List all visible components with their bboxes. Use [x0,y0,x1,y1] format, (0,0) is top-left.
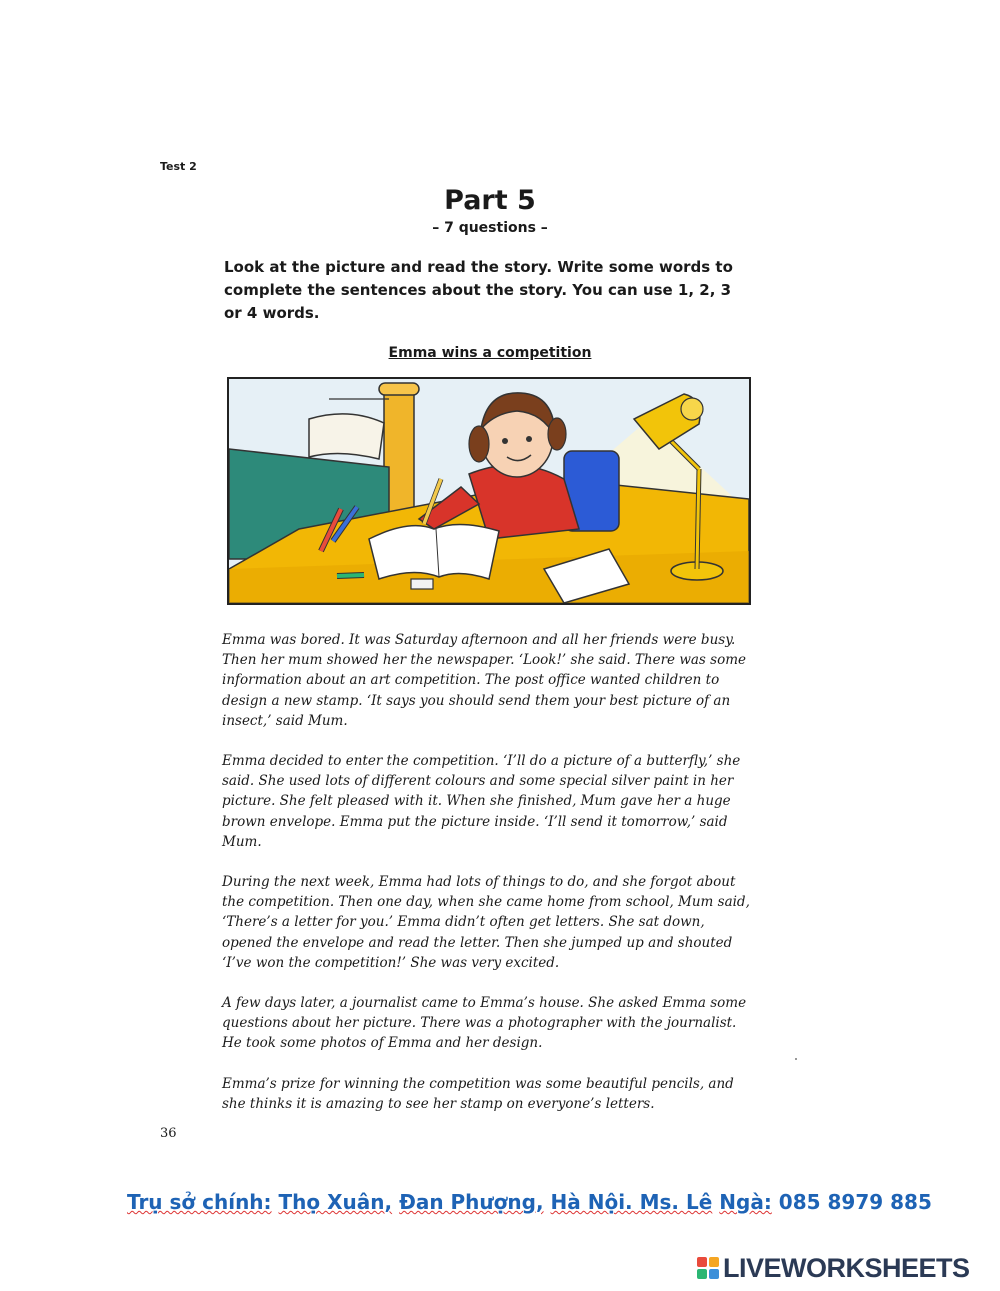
logo-square [709,1257,719,1267]
page-number: 36 [160,1126,177,1141]
footer-part: Đan Phượng, [399,1190,544,1214]
footer-part: Thọ Xuân, [278,1190,393,1214]
story-illustration [227,377,751,605]
story-text [222,630,752,1134]
footer-part: Ngà: [719,1190,772,1214]
story-title: Emma wins a competition [388,345,592,361]
logo-square [697,1257,707,1267]
footer-phone: 085 8979 885 [778,1190,932,1214]
story-paragraph: Emma’s prize for winning the competition was some beautiful pencils, and she thinks it is amazing to see her stamp on everyone’s letters. [222,1075,734,1112]
part-title: Part 5 [444,185,536,216]
logo-text: LIVEWORKSHEETS [723,1252,970,1283]
logo-square [709,1269,719,1279]
scan-dot [795,1058,797,1060]
logo-square [697,1269,707,1279]
footer-part: Trụ sở chính: [127,1190,272,1214]
test-label: Test 2 [160,160,197,173]
girl-drawing-at-desk-illustration [229,379,749,603]
logo-grid-icon [697,1257,719,1279]
part-subtitle: – 7 questions – [432,220,548,236]
story-paragraph: Emma decided to enter the competition. ‘I’ll do a picture of a butterfly,’ she said. She used lots of different colours and some special silver paint in her picture. She felt pleased with it. When she finished, Mum gave her a huge brown envelope. Emma put the picture inside. ‘I’ll send it tomorrow,’ said Mum. [222,753,741,850]
story-paragraph: During the next week, Emma had lots of things to do, and she forgot about the competition. Then one day, when she came home from school, Mum said, ‘There’s a letter for you.’ Emma didn’t often get letters. She sat down, opened the envelope and read the letter. Then she jumped up and shouted ‘I’ve won the competition!’ She was very excited. [222,874,750,971]
liveworksheets-logo[interactable] [697,1253,970,1283]
instructions: Look at the picture and read the story. Write some words to complete the sentences about the story. You can use 1, 2, 3 or 4 words. [224,258,733,322]
story-paragraph: Emma was bored. It was Saturday afternoon and all her friends were busy. Then her mum showed her the newspaper. ‘Look!’ she said. There was some information about an art competition. The post office wanted children to design a new stamp. ‘It says you should send them your best picture of an insect,’ said Mum. [222,632,747,729]
footer-part: Hà Nội. Ms. Lê [550,1190,713,1214]
story-paragraph: A few days later, a journalist came to Emma’s house. She asked Emma some questions about her picture. There was a photographer with the journalist. He took some photos of Emma and her design. [222,995,747,1052]
contact-footer [127,1190,932,1214]
